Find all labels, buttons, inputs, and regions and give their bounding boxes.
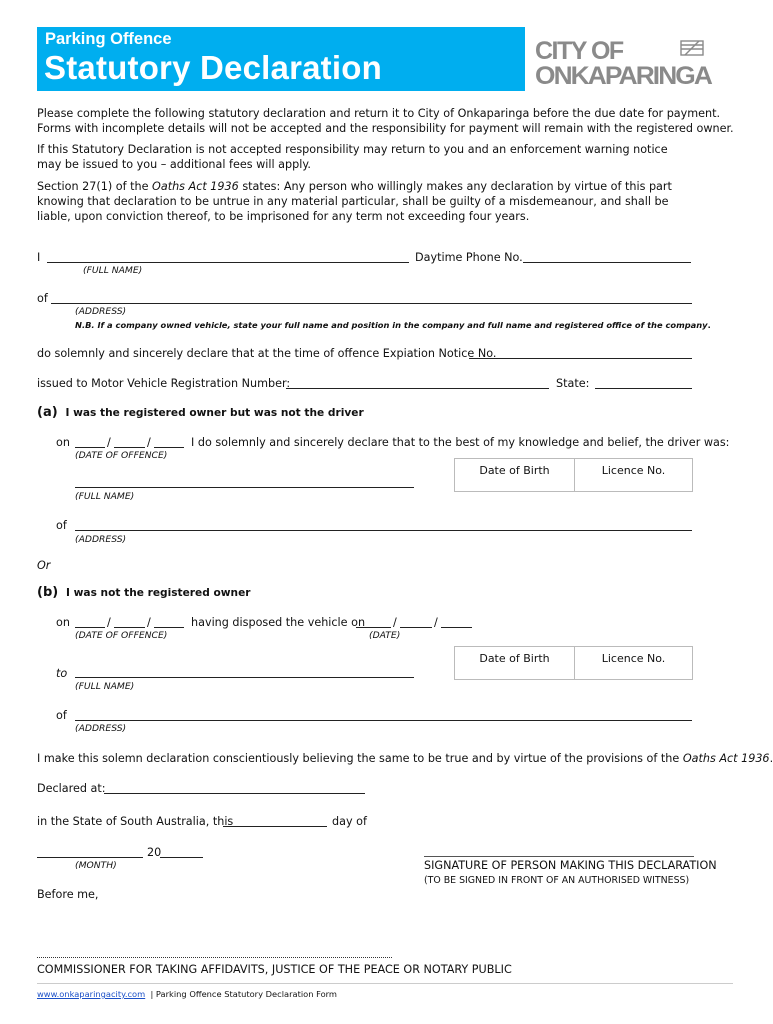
section-a-address-caption: (ADDRESS) <box>75 534 127 545</box>
section-b-licence-field[interactable] <box>575 647 692 679</box>
section-b-buyer-details-box <box>454 646 693 680</box>
state-field[interactable] <box>595 388 692 389</box>
section-a-of-label: of <box>56 519 67 532</box>
form-subtitle: Parking Offence <box>45 30 172 48</box>
dob-label: Date of Birth <box>479 464 550 477</box>
disposed-label: having disposed the vehicle on <box>191 616 366 629</box>
disposed-year-field[interactable] <box>441 627 472 628</box>
oaths-act-title: Oaths Act 1936 <box>152 180 239 193</box>
section-a-address-field[interactable] <box>75 530 692 531</box>
section-b-buyer-name-field[interactable] <box>75 677 414 678</box>
date-separator: / <box>147 436 151 449</box>
state-of-sa-label: in the State of South Australia, this <box>37 815 234 828</box>
section-a-heading: (a) I was the registered owner but was not the driver <box>37 405 364 420</box>
section-a-full-name-caption: (FULL NAME) <box>75 491 135 502</box>
registration-label: issued to Motor Vehicle Registration Number: <box>37 377 291 390</box>
nb-note: N.B. If a company owned vehicle, state your full name and position in the company and full name and registered office of the company. <box>75 320 711 330</box>
year-field[interactable] <box>160 857 203 858</box>
dob-label: Date of Birth <box>479 652 550 665</box>
disposed-month-field[interactable] <box>400 627 432 628</box>
website-link[interactable]: www.onkaparingacity.com <box>37 989 146 999</box>
date-separator: / <box>107 436 111 449</box>
or-label: Or <box>37 559 51 572</box>
date-separator: / <box>434 616 438 629</box>
licence-label: Licence No. <box>601 652 666 665</box>
footer: www.onkaparingacity.com | Parking Offence Statutory Declaration Form <box>37 989 338 999</box>
intro-paragraph-1: Please complete the following statutory declaration and return it to City of Onkaparinga before the due date for payment. Forms with incomplete details will not be accepted and the responsibility for payment will remain with the registered owner. <box>37 107 734 135</box>
declarant-signature-field[interactable] <box>424 856 694 857</box>
section-b-to-label: to <box>56 667 68 680</box>
declared-at-label: Declared at: <box>37 782 106 795</box>
declared-at-field[interactable] <box>104 793 365 794</box>
address-caption: (ADDRESS) <box>75 306 127 317</box>
date-separator: / <box>107 616 111 629</box>
full-name-field[interactable] <box>47 262 409 263</box>
intro-paragraph-3: Section 27(1) of the Oaths Act 1936 states: Any person who willingly makes any declaration by virtue of this part knowing that declaration to be untrue in any material particular, shall be guilty of a misdemeanour, and shall be liable, upon conviction thereof, to be imprisoned for any term not exceeding four years. <box>37 180 672 223</box>
solemn-declaration-text: I make this solemn declaration conscientiously believing the same to be true and by virtue of the provisions of the Oaths Act 1936. <box>37 752 773 765</box>
section-b-of-label: of <box>56 709 67 722</box>
before-me-label: Before me, <box>37 888 99 901</box>
section-b-full-name-caption: (FULL NAME) <box>75 681 135 692</box>
i-label: I <box>37 251 41 264</box>
section-b-date-caption: (DATE OF OFFENCE) <box>75 630 168 641</box>
header-banner <box>37 27 525 91</box>
section-b-dob-field[interactable] <box>455 647 575 679</box>
section-a-month-field[interactable] <box>114 447 145 448</box>
day-of-label: day of <box>332 815 367 828</box>
date-separator: / <box>147 616 151 629</box>
logo-line2: ONKAPARINGA <box>535 62 713 90</box>
section-a-dob-field[interactable] <box>455 459 575 491</box>
city-of-onkaparinga-logo <box>535 38 715 88</box>
section-b-heading: (b) I was not the registered owner <box>37 585 251 600</box>
section-a-driver-details-box <box>454 458 693 492</box>
section-b-year-field[interactable] <box>154 627 184 628</box>
of-label: of <box>37 292 48 305</box>
year-prefix: 20 <box>147 846 162 859</box>
signature-label: SIGNATURE OF PERSON MAKING THIS DECLARATION <box>424 859 717 872</box>
month-caption: (MONTH) <box>75 860 117 871</box>
month-field[interactable] <box>37 857 143 858</box>
footer-divider <box>37 983 733 984</box>
day-field[interactable] <box>223 826 327 827</box>
registration-field[interactable] <box>286 388 549 389</box>
footer-form-name: Parking Offence Statutory Declaration Form <box>155 989 338 999</box>
witness-signature-field[interactable] <box>37 957 392 958</box>
logo-line1: CITY OF <box>535 37 623 65</box>
expiation-label: do solemnly and sincerely declare that at the time of offence Expiation Notice No. <box>37 347 497 360</box>
licence-label: Licence No. <box>601 464 666 477</box>
address-field[interactable] <box>51 303 692 304</box>
section-b-day-field[interactable] <box>75 627 105 628</box>
state-label: State: <box>556 377 590 390</box>
section-a-licence-field[interactable] <box>575 459 692 491</box>
section-b-address-field[interactable] <box>75 720 692 721</box>
intro-paragraph-2: If this Statutory Declaration is not accepted responsibility may return to you and an enforcement warning notice may be issued to you – additional fees will apply. <box>37 143 668 171</box>
section-a-driver-name-field[interactable] <box>75 487 414 488</box>
section-b-date2-caption: (DATE) <box>369 630 401 641</box>
form-title: Statutory Declaration <box>44 49 382 86</box>
phone-label: Daytime Phone No. <box>415 251 523 264</box>
date-separator: / <box>393 616 397 629</box>
section-a-statement: I do solemnly and sincerely declare that to the best of my knowledge and belief, the driver was: <box>191 436 730 449</box>
section-b-on-label: on <box>56 616 70 629</box>
section-a-date-caption: (DATE OF OFFENCE) <box>75 450 168 461</box>
expiation-notice-field[interactable] <box>469 358 692 359</box>
phone-field[interactable] <box>523 262 691 263</box>
full-name-caption: (FULL NAME) <box>83 265 143 276</box>
section-b-address-caption: (ADDRESS) <box>75 723 127 734</box>
disposed-day-field[interactable] <box>356 627 391 628</box>
section-a-year-field[interactable] <box>154 447 184 448</box>
section-a-day-field[interactable] <box>75 447 105 448</box>
section-b-month-field[interactable] <box>114 627 145 628</box>
witness-label: COMMISSIONER FOR TAKING AFFIDAVITS, JUSTICE OF THE PEACE OR NOTARY PUBLIC <box>37 963 512 976</box>
signature-note: (TO BE SIGNED IN FRONT OF AN AUTHORISED WITNESS) <box>424 875 690 886</box>
section-a-on-label: on <box>56 436 70 449</box>
